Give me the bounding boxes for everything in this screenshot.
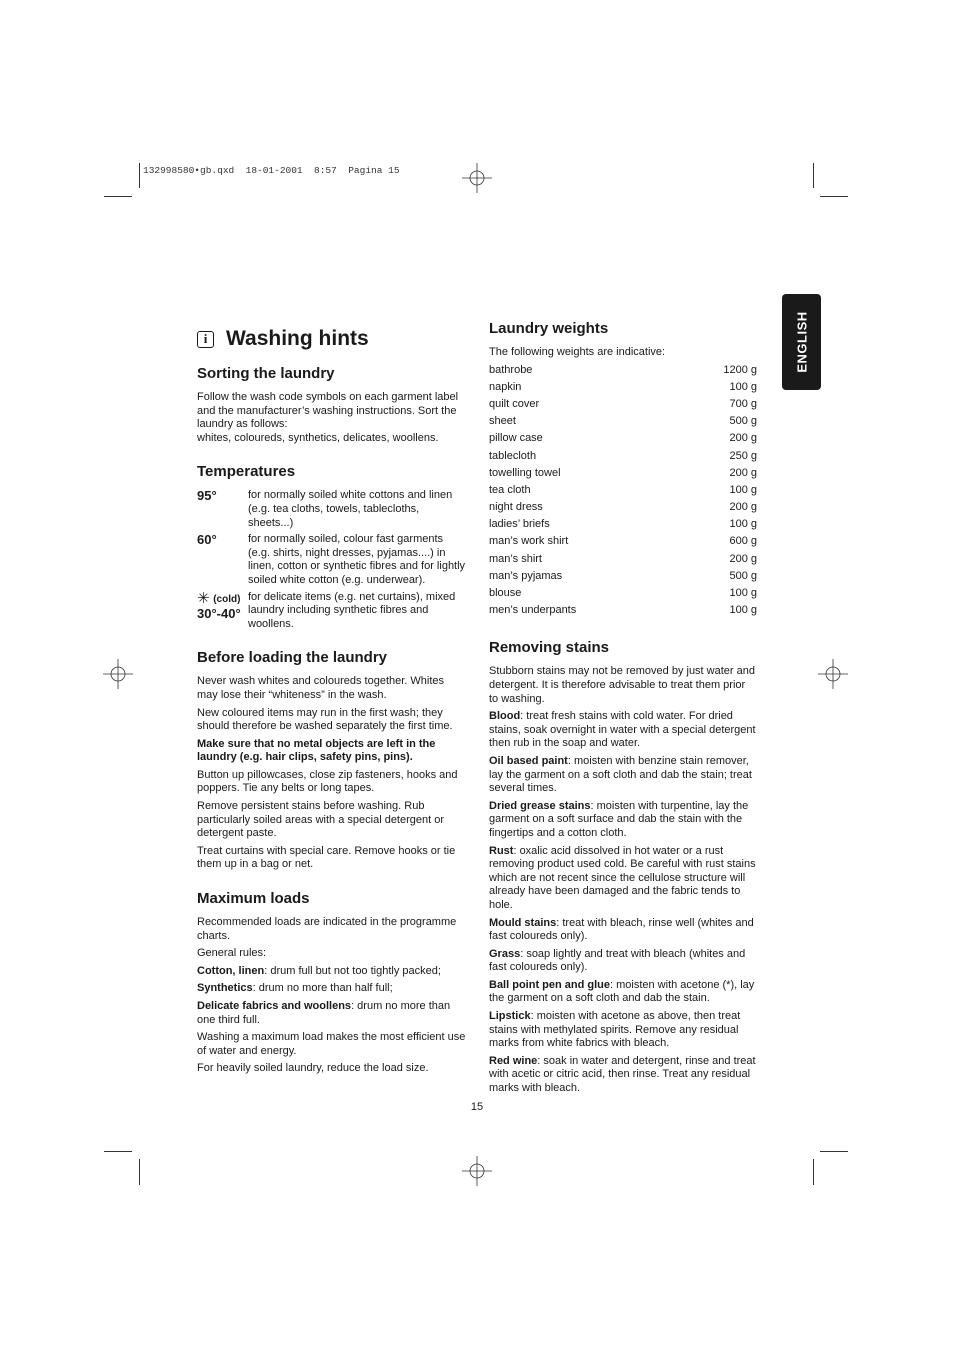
weight-item: towelling towel (489, 466, 561, 479)
weight-value: 100 g (729, 518, 757, 531)
language-tab-label: ENGLISH (794, 311, 809, 373)
weight-value: 700 g (729, 397, 757, 410)
temperature-desc: for delicate items (e.g. net curtains), mixed laundry including synthetic fibres and woollens. (248, 590, 456, 630)
weight-item: man’s shirt (489, 552, 542, 565)
weight-row (489, 501, 757, 518)
stain-entry (489, 917, 757, 944)
stain-entry (489, 948, 757, 975)
stain-text: : moisten with turpentine, lay the garment on a soft surface and dab the stain with the fingertips and a cotton cloth. (489, 799, 749, 839)
removing-stains-section (489, 639, 757, 1095)
snowflake-icon: ✳ (197, 589, 210, 607)
paragraph: Never wash whites and coloureds together. Whites may lose their “whiteness” in the wash. (197, 675, 445, 701)
weight-row (489, 535, 757, 552)
sorting-section (197, 365, 467, 445)
weight-item: ladies’ briefs (489, 518, 550, 531)
warning-paragraph (197, 738, 467, 765)
weight-item: quilt cover (489, 397, 540, 410)
weight-item: man’s pyjamas (489, 569, 563, 582)
stain-label: Dried grease stains (489, 799, 591, 812)
crop-mark (104, 1151, 132, 1152)
weight-value: 200 g (729, 466, 757, 479)
stain-entry (489, 1055, 757, 1096)
weight-item: napkin (489, 380, 522, 393)
weight-value: 100 g (729, 604, 757, 617)
weight-row (489, 587, 757, 604)
temperatures-heading: Temperatures (197, 463, 296, 481)
stain-text: : oxalic acid dissolved in hot water or a rust removing product used cold. Be careful with rust stains which are not recent since the cellulose structure will already have been damaged and the fabric tends to hole. (489, 844, 756, 911)
weight-item: sheet (489, 415, 516, 428)
maximum-loads-section (197, 890, 467, 1076)
temperature-desc: for normally soiled, colour fast garments (e.g. shirts, night dresses, pyjamas....) in linen, cotton or synthetic fibres and for lightly soiled white cotton (e.g. underwear). (248, 533, 466, 586)
weight-value: 600 g (729, 535, 757, 548)
page-title-text: Washing hints (226, 327, 369, 350)
removing-stains-heading: Removing stains (489, 639, 610, 657)
page-title (197, 327, 467, 351)
load-rule-text: : drum full but not too tightly packed; (264, 964, 441, 977)
weight-value: 200 g (729, 432, 757, 445)
temperatures-section (197, 463, 467, 631)
before-loading-section (197, 649, 467, 872)
weight-row (489, 570, 757, 587)
before-loading-heading: Before loading the laundry (197, 649, 388, 667)
load-rule-text: : drum no more than half full; (252, 982, 393, 995)
laundry-weights-heading: Laundry weights (489, 320, 609, 337)
paragraph: Remove persistent stains before washing. Rub particularly soiled areas with a special detergent or detergent paste. (197, 800, 445, 840)
stain-entry (489, 800, 757, 841)
paragraph: Recommended loads are indicated in the programme charts. (197, 916, 457, 942)
stain-label: Lipstick (489, 1010, 531, 1023)
weight-row (489, 398, 757, 415)
weight-row (489, 432, 757, 449)
weight-row (489, 381, 757, 398)
crop-mark (813, 163, 814, 188)
weight-value: 100 g (729, 483, 757, 496)
temperature-range: 30°-40° (197, 605, 241, 621)
cold-label: (cold) (213, 593, 241, 605)
stain-entry (489, 979, 757, 1006)
registration-mark-icon (103, 659, 133, 689)
weight-row (489, 553, 757, 570)
laundry-weights-section (489, 320, 757, 621)
right-column (489, 320, 757, 1114)
temperature-desc: for normally soiled white cottons and linen (e.g. tea cloths, towels, tablecloths, sheets...) (248, 489, 453, 529)
stain-entry (489, 710, 757, 751)
weight-item: tea cloth (489, 483, 531, 496)
weight-value: 500 g (729, 569, 757, 582)
stain-label: Oil based paint (489, 754, 568, 767)
registration-mark-icon (818, 659, 848, 689)
paragraph: Treat curtains with special care. Remove hooks or tie them up in a bag or net. (197, 844, 456, 871)
weight-item: pillow case (489, 432, 543, 445)
weight-value: 200 g (729, 501, 757, 514)
stain-text: : soak in water and detergent, rinse and treat with acetic or citric acid, then rinse. Treat any residual marks with bleach. (489, 1054, 756, 1095)
registration-mark-icon (462, 163, 492, 193)
weight-value: 250 g (729, 449, 757, 462)
stain-label: Grass (489, 947, 521, 960)
weight-row (489, 467, 757, 484)
removing-stains-intro: Stubborn stains may not be removed by just water and detergent. It is therefore advisable to treat them prior to washing. (489, 665, 755, 705)
language-tab (782, 294, 821, 390)
stain-text: : moisten with acetone as above, then treat stains with methylated spirits. Remove any residual marks from white fabrics with bleach. (489, 1010, 741, 1050)
crop-mark (139, 163, 140, 188)
stain-entry (489, 1010, 757, 1051)
stain-entry (489, 845, 757, 913)
stain-text: : soap lightly and treat with bleach (whites and fast coloureds only). (489, 947, 746, 974)
load-rule-text: : drum no more than one third full. (197, 1000, 451, 1026)
warning-text: Make sure that no metal objects are left in the laundry (e.g. hair clips, safety pins, pins). (197, 737, 436, 764)
weight-row (489, 415, 757, 432)
temperature-row (197, 489, 467, 530)
paragraph: Washing a maximum load makes the most efficient use of water and energy. (197, 1031, 466, 1057)
weights-table (489, 364, 757, 622)
stain-text: : treat with bleach, rinse well (whites and fast coloureds only). (489, 916, 754, 943)
paragraph: New coloured items may run in the first wash; they should therefore be washed separately the first time. (197, 706, 453, 733)
load-rule (197, 965, 467, 979)
load-rule-label: Delicate fabrics and woollens (197, 1000, 352, 1012)
stain-entry (489, 755, 757, 796)
weight-item: men’s underpants (489, 604, 577, 617)
weight-row (489, 604, 757, 621)
weight-item: man’s work shirt (489, 535, 569, 548)
stain-label: Red wine (489, 1054, 538, 1067)
weight-row (489, 484, 757, 501)
crop-mark (104, 196, 132, 197)
weight-item: bathrobe (489, 363, 533, 376)
weight-value: 500 g (729, 415, 757, 428)
temperature-row (197, 533, 467, 587)
crop-mark (820, 196, 848, 197)
info-icon: i (197, 331, 214, 348)
weight-value: 200 g (729, 552, 757, 565)
laundry-weights-intro: The following weights are indicative: (489, 346, 666, 358)
stain-label: Rust (489, 844, 514, 857)
weight-item: blouse (489, 587, 522, 600)
print-slug: 132998580•gb.qxd 18-01-2001 8:57 Pagina 15 (143, 165, 400, 176)
temperature-key: 95° (197, 488, 217, 504)
sorting-heading: Sorting the laundry (197, 365, 335, 382)
weight-value: 100 g (729, 380, 757, 393)
sorting-text-2: whites, coloureds, synthetics, delicates, woollens. (197, 431, 439, 444)
stain-text: : moisten with benzine stain remover, lay the garment on a soft cloth and dab the stain; treat several times. (489, 754, 752, 795)
load-rule (197, 982, 467, 996)
weight-row (489, 518, 757, 535)
temperature-row (197, 591, 467, 632)
paragraph: Button up pillowcases, close zip fasteners, hooks and poppers. Tie any belts or long tapes. (197, 768, 458, 795)
stain-label: Blood (489, 710, 521, 723)
stain-label: Ball point pen and glue (489, 978, 610, 991)
weight-value: 1200 g (723, 363, 757, 376)
stain-text: : treat fresh stains with cold water. For dried stains, soak overnight in water with a special detergent then rub in the soap and water. (489, 710, 756, 750)
load-rule (197, 1000, 467, 1027)
weight-row (489, 450, 757, 467)
temperature-key: 60° (197, 532, 217, 548)
sorting-text: Follow the wash code symbols on each garment label and the manufacturer’s washing instructions. Sort the laundry as follows: (197, 391, 459, 431)
weight-item: night dress (489, 501, 543, 514)
stain-text: : moisten with acetone (*), lay the garment on a soft cloth and dab the stain. (489, 978, 755, 1005)
left-column (197, 322, 467, 1094)
crop-mark (820, 1151, 848, 1152)
temperature-key (197, 591, 248, 632)
paragraph: For heavily soiled laundry, reduce the load size. (197, 1062, 429, 1075)
weight-item: tablecloth (489, 449, 537, 462)
crop-mark (139, 1159, 140, 1185)
paragraph: General rules: (197, 947, 267, 960)
load-rule-label: Cotton, linen (197, 964, 265, 977)
load-rule-label: Synthetics (197, 982, 253, 995)
weight-value: 100 g (729, 587, 757, 600)
maximum-loads-heading: Maximum loads (197, 890, 310, 908)
registration-mark-icon (462, 1156, 492, 1186)
page-number: 15 (470, 1101, 484, 1113)
stain-label: Mould stains (489, 916, 557, 929)
weight-row (489, 364, 757, 381)
crop-mark (813, 1159, 814, 1185)
